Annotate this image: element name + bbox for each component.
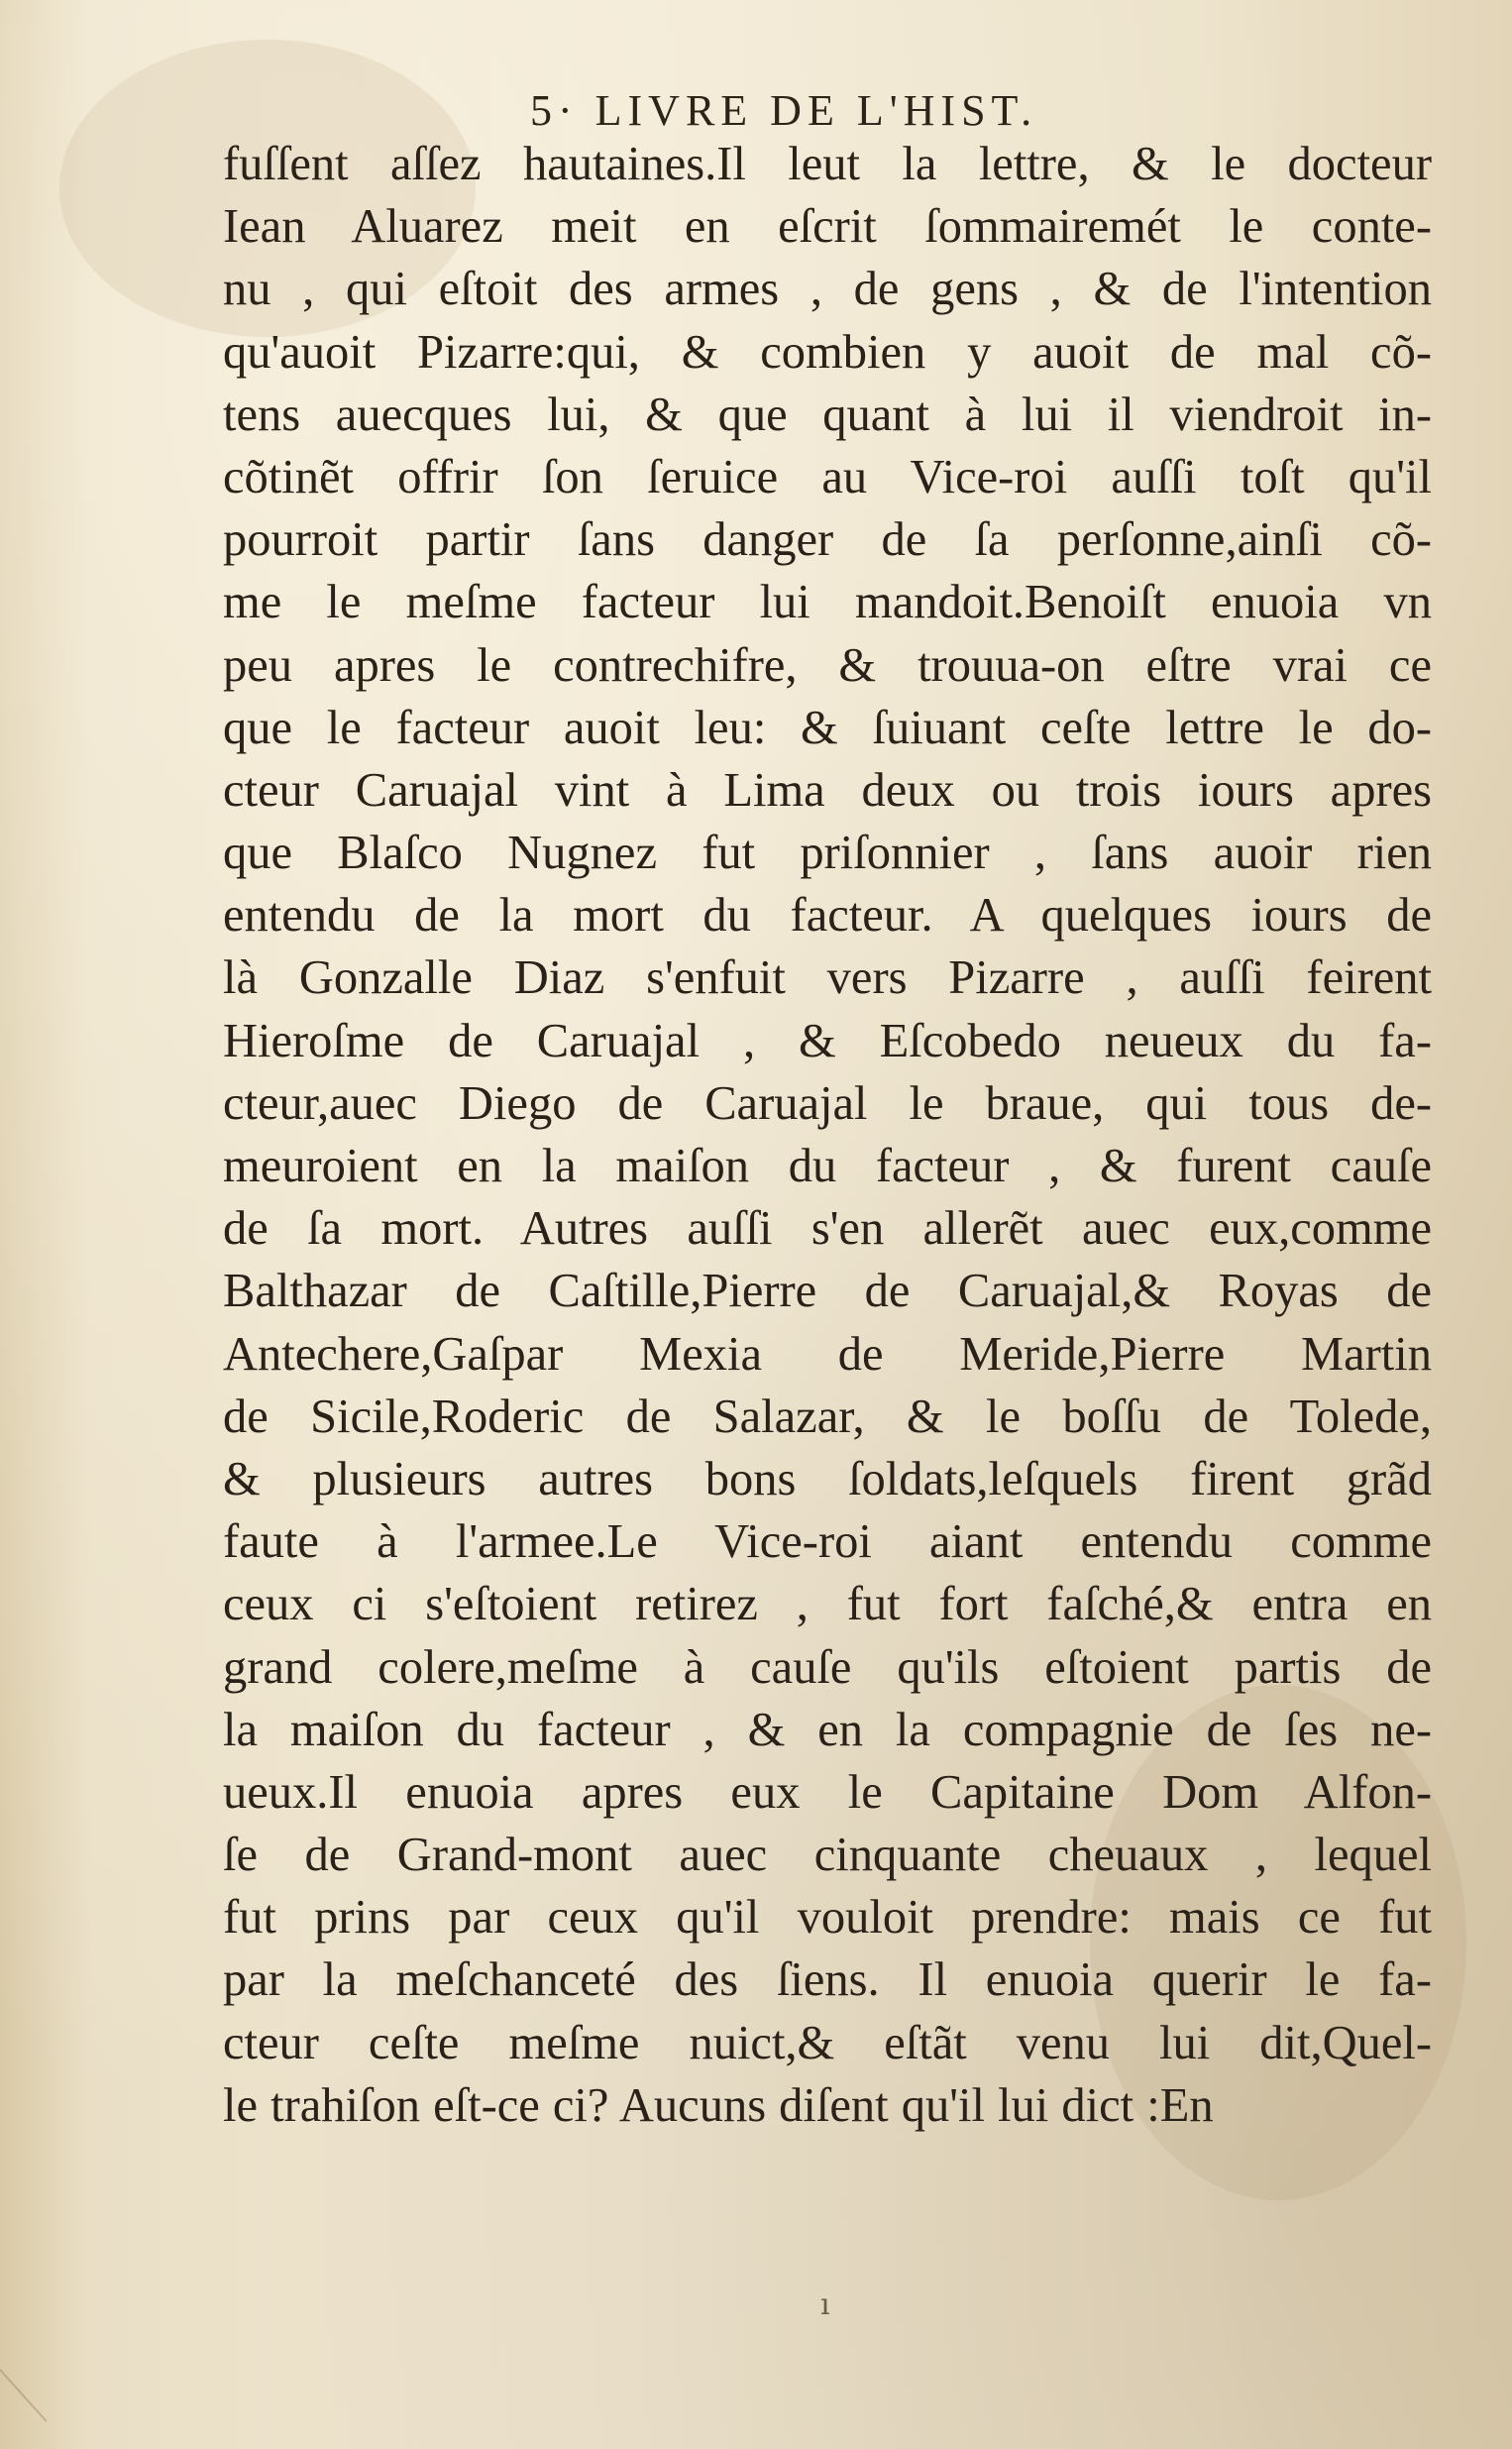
ink-mark: ı	[820, 2287, 830, 2322]
text-line: grand colere,meſme à cauſe qu'ils eſtoient partis de	[223, 1640, 1432, 1694]
text-line: là Gonzalle Diaz s'enfuit vers Pizarre , auſſi feirent	[223, 951, 1432, 1005]
text-line: qu'auoit Pizarre:qui, & combien y auoit de mal cõ-	[223, 325, 1432, 379]
text-line: nu , qui eſtoit des armes , de gens , & de l'intention	[223, 263, 1432, 316]
text-line: que Blaſco Nugnez fut priſonnier , ſans auoir rien	[223, 827, 1432, 880]
text-line: Iean Aluarez meit en eſcrit ſommairemét le conte-	[223, 200, 1432, 254]
text-line: cteur,auec Diego de Caruajal le braue, qui tous de-	[223, 1076, 1432, 1130]
text-line: que le facteur auoit leu: & ſuiuant ceſte lettre le do-	[223, 701, 1432, 754]
text-line: entendu de la mort du facteur. A quelques iours de	[223, 889, 1432, 943]
text-line: pourroit partir ſans danger de ſa perſonne,ainſi cõ-	[223, 513, 1432, 567]
text-line: Hieroſme de Caruajal , & Eſcobedo neueux du fa-	[223, 1014, 1432, 1067]
text-line: fuſſent aſſez hautaines.Il leut la lettre, & le docteur	[223, 138, 1432, 190]
text-line: le trahiſon eſt-ce ci? Aucuns diſent qu'il lui dict :En	[223, 2078, 1214, 2132]
body-text	[223, 133, 1432, 2137]
text-line: cõtinẽt offrir ſon ſeruice au Vice-roi auſſi toſt qu'il	[223, 450, 1432, 503]
text-line: fut prins par ceux qu'il vouloit prendre: mais ce fut	[223, 1891, 1432, 1945]
text-line: la maiſon du facteur , & en la compagnie de ſes ne-	[223, 1703, 1432, 1756]
page-crease	[0, 2369, 48, 2421]
text-line: & plusieurs autres bons ſoldats,leſquels firent grãd	[223, 1452, 1432, 1505]
text-line: Balthazar de Caſtille,Pierre de Caruajal,& Royas de	[223, 1265, 1432, 1318]
text-line: cteur Caruajal vint à Lima deux ou trois iours apres	[223, 763, 1432, 817]
text-line: tens auecques lui, & que quant à lui il viendroit in-	[223, 388, 1432, 441]
text-line: faute à l'armee.Le Vice-roi aiant entendu comme	[223, 1515, 1432, 1569]
text-line: par la meſchanceté des ſiens. Il enuoia querir le fa-	[223, 1953, 1432, 2007]
text-line: ceux ci s'eſtoient retirez , fut fort faſché,& entra en	[223, 1578, 1432, 1631]
running-header: 5· LIVRE DE L'HIST.	[530, 86, 1038, 135]
text-line: Antechere,Gaſpar Mexia de Meride,Pierre Martin	[223, 1327, 1432, 1381]
text-line: cteur ceſte meſme nuict,& eſtãt venu lui dit,Quel-	[223, 2016, 1432, 2069]
text-line: me le meſme facteur lui mandoit.Benoiſt enuoia vn	[223, 576, 1432, 629]
text-line: ſe de Grand-mont auec cinquante cheuaux , lequel	[223, 1829, 1432, 1882]
text-line: de Sicile,Roderic de Salazar, & le boſſu de Tolede,	[223, 1390, 1432, 1443]
text-line: de ſa mort. Autres auſſi s'en allerẽt auec eux,comme	[223, 1202, 1432, 1256]
text-line: peu apres le contrechifre, & trouua-on eſtre vrai ce	[223, 638, 1432, 692]
text-line: ueux.Il enuoia apres eux le Capitaine Dom Alfon-	[223, 1765, 1432, 1819]
text-line: meuroient en la maiſon du facteur , & furent cauſe	[223, 1140, 1432, 1192]
